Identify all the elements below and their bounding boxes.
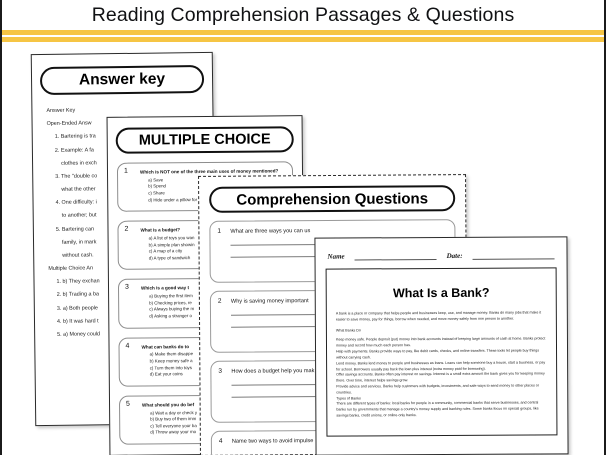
mc-option[interactable]: c) Always buying the m [149,306,195,312]
mc-option[interactable]: d) A type of sandwich [148,254,191,261]
cq-question-text: How does a budget help you mak [231,368,315,375]
answer-key-line: 1. Bartering is tra [54,133,96,141]
mc-question-stem: Which is a good way t [141,285,190,292]
passage-box [326,267,558,436]
answer-key-line: 5. a) Money could [57,331,101,338]
mc-question-stem: Which is NOT one of the three main uses of money mentioned? [139,168,279,175]
mc-option[interactable]: d) Hide under a pillow for [148,196,198,203]
mc-option[interactable]: b) Keep money safe a [149,358,193,364]
answer-key-line: Answer Key [46,107,76,114]
mc-option[interactable]: a) Make them disappe [149,351,194,357]
answer-key-line: clothes in exch [61,160,97,167]
cq-question-text: Name two ways to avoid impulse [231,438,314,445]
mc-question-number: 1 [123,167,128,175]
passage-body: There are different types of banks: local banks for people in a community, commercial banks that serve businesses, and central banks run by governments that manage a country's money supply and banking rules. Some banks focus on special groups, like savings banks, credit unions, or online-only banks. [336,400,539,418]
mc-option[interactable]: b) A simple plan showin [148,241,195,248]
cq-question-number: 2 [217,297,222,305]
passage-body: Keep money safe. People deposit (put) money into bank accounts instead of keeping large amounts of cash at home. Banks protect money and record how much each person has. [335,336,546,348]
name-input[interactable] [355,252,437,260]
answer-key-line: 3. The "double co [55,173,98,180]
answer-key-line: Multiple Choice An [48,265,94,272]
multiple-choice-banner: MULTIPLE CHOICE [116,126,294,154]
answer-key-line: Open-Ended Answ [46,120,92,128]
passage-title: What Is a Bank? [392,285,490,301]
passage-body: Provide advice and services. Banks help customers with budgets, investments, and safe ways to send money to other places or countries. [336,383,539,395]
date-label: Date: [446,251,463,260]
answer-key-line: 2. Example: A fa [54,146,94,154]
mc-option[interactable]: b) Spend [148,183,166,189]
answer-key-line: 3. a) Both people [56,304,98,312]
mc-option[interactable]: c) Turn them into toys [149,364,192,371]
mc-option[interactable]: c) Share [148,190,165,196]
cq-question-number: 1 [217,227,222,235]
mc-option[interactable]: c) Tell everyone your ba [150,422,197,429]
mc-option[interactable]: d) Asking a stranger o [149,313,193,319]
answer-key-line: to another; but [61,212,97,220]
mc-question-number: 4 [125,342,130,350]
passage-body: Offer savings accounts. Banks often pay interest on savings. Interest is a small extra amount the bank gives you for keeping money there. Over time, interest helps savings grow. [336,371,545,383]
page-header [0,0,606,30]
passage-body: Help with payments. Banks provide ways to pay, like debit cards, checks, and online transfers. These tools let people buy things without carrying cash. [336,348,540,360]
passage-section-heading: What Banks Do [335,328,361,333]
mc-option[interactable]: b) Buy two of them imm [150,416,197,422]
mc-option[interactable]: c) A map of a city [148,248,183,254]
cq-question-number: 4 [218,437,223,445]
cq-question-number: 3 [218,367,223,375]
page-frame-left-edge [0,0,2,455]
answer-key-line: 5. Bartering can [55,225,94,233]
comprehension-banner: Comprehension Questions [209,185,455,213]
passage-body: Lend money. Banks lend money to people and businesses as loans. Loans can help someone buy a house, start a business, or pay for school. Borrowers usually pay back the loan plus interest (extra money paid for borrowing). [336,360,546,372]
mc-option[interactable]: a) Save [148,177,164,183]
answer-key-line: 4. One difficulty: i [55,199,97,207]
mc-option[interactable]: a) Wait a day or check y [150,409,198,416]
answer-key-line: 1. b) They exchan [56,278,100,286]
answer-key-banner: Answer key [40,65,204,95]
mc-question-number: 2 [124,225,129,233]
mc-option[interactable]: a) A list of toys you wan [148,235,195,241]
mc-question-stem: What is a budget? [140,227,181,233]
mc-question-number: 5 [126,400,130,408]
name-label: Name [327,252,345,261]
answer-key-line: 2. b) Trading a ba [56,291,99,299]
accent-stripe-spacer [0,42,606,45]
answer-key-line: family, in mark [62,239,97,246]
passage-intro: A bank is a place or company that helps people and businesses keep, use, and manage money. Banks do many jobs that make it easier to save money, pay for things, borrow when needed, and move money safely from one person to another. [335,310,542,322]
date-input[interactable] [473,251,555,259]
cq-question-text: What are three ways you can us [230,228,311,235]
mc-option[interactable]: a) Buying the first item [149,293,193,299]
passage-section-heading: Types of Banks [336,395,361,401]
mc-question-number: 3 [124,284,129,292]
answer-key-line: 4. b) It was hard t [56,318,99,325]
page-title: Reading Comprehension Passages & Questions [91,3,515,26]
mc-option[interactable]: b) Checking prices, re [149,299,192,306]
answer-key-line: what the other [61,186,96,193]
name-date-row [315,237,566,260]
mc-question-stem: What should you do bef [142,401,195,408]
mc-option[interactable]: d) Throw away your mo [150,429,197,435]
mc-question-stem: What can banks do to [141,343,190,350]
cq-question-text: Why is saving money important [230,298,309,305]
mc-option[interactable]: d) Eat your coins [149,371,183,377]
answer-key-line: without cash. [62,252,94,259]
worksheet-reading-passage[interactable] [314,236,568,455]
